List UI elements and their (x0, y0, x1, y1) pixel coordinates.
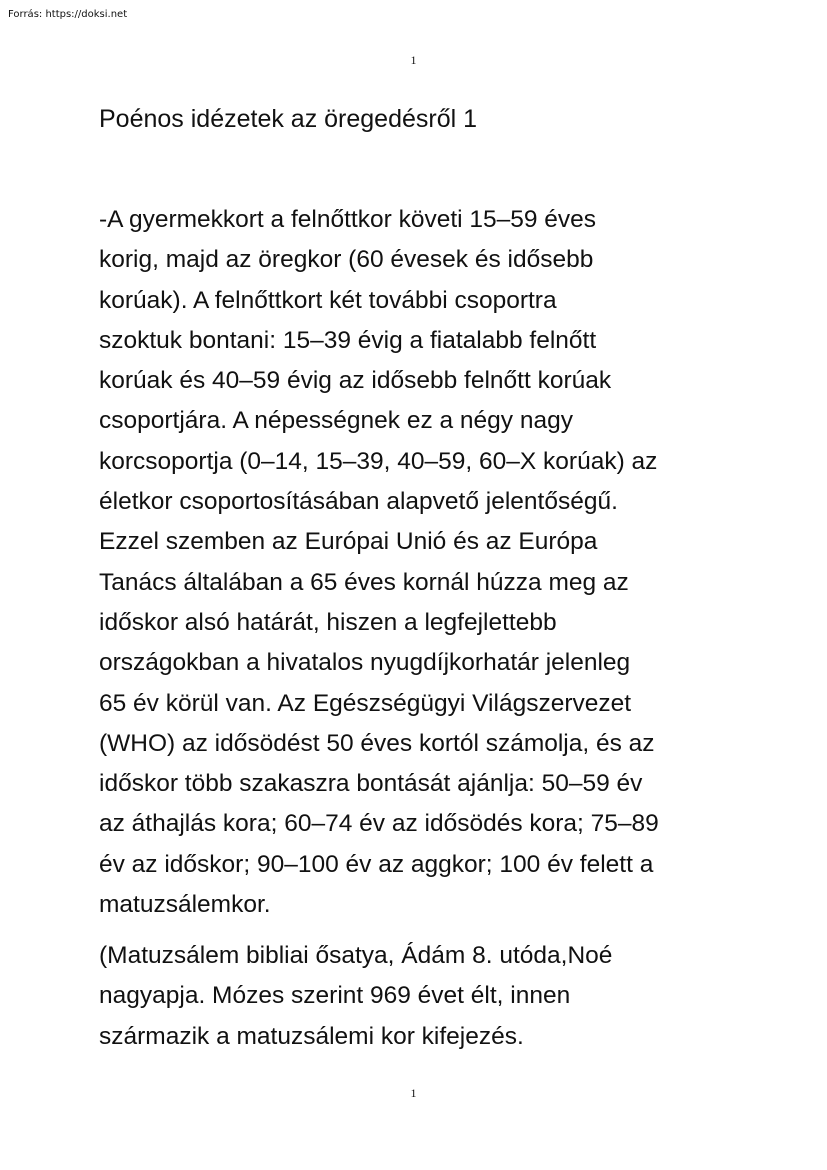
text-line: matuzsálemkor. (99, 891, 271, 919)
text-line: korig, majd az öregkor (60 évesek és idősebb (99, 246, 594, 274)
text-line: nagyapja. Mózes szerint 969 évet élt, innen (99, 982, 571, 1010)
text-line: 65 év körül van. Az Egészségügyi Világszervezet (99, 689, 632, 717)
text-line: időskor több szakaszra bontását ajánlja: 50–59 év (99, 770, 643, 798)
text-line: korúak és 40–59 évig az idősebb felnőtt korúak (99, 367, 612, 395)
text-line: korúak). A felnőttkort két további csoportra (99, 286, 557, 314)
text-line: -A gyermekkort a felnőttkor követi 15–59 éves (99, 206, 597, 233)
source-label: Forrás: https://doksi.net (8, 9, 128, 20)
text-line: korcsoportja (0–14, 15–39, 40–59, 60–X korúak) az (99, 447, 658, 475)
text-line: csoportjára. A népességnek ez a négy nagy (99, 407, 573, 435)
text-line: az áthajlás kora; 60–74 év az idősödés kora; 75–89 (99, 810, 659, 838)
text-line: év az időskor; 90–100 év az aggkor; 100 év felett a (99, 850, 654, 878)
document-title: Poénos idézetek az öregedésről 1 (99, 105, 478, 133)
paragraph-methuselah (99, 936, 749, 1057)
text-line: életkor csoportosításában alapvető jelentőségű. (99, 488, 618, 516)
paragraph-age-groups (99, 200, 749, 925)
text-line: Ezzel szemben az Európai Unió és az Európa (99, 528, 598, 556)
text-line: származik a matuzsálemi kor kifejezés. (99, 1022, 524, 1050)
page-number-top: 1 (410, 53, 417, 67)
text-line: (Matuzsálem bibliai ősatya, Ádám 8. utóda,Noé (99, 942, 613, 969)
text-line: időskor alsó határát, hiszen a legfejlettebb (99, 608, 557, 636)
text-line: Tanács általában a 65 éves kornál húzza meg az (99, 568, 629, 596)
text-line: szoktuk bontani: 15–39 évig a fiatalabb felnőtt (99, 326, 597, 354)
text-line: országokban a hivatalos nyugdíjkorhatár jelenleg (99, 649, 631, 677)
page-number-bottom: 1 (410, 1086, 417, 1100)
text-line: (WHO) az idősödést 50 éves kortól számolja, és az (99, 729, 655, 757)
